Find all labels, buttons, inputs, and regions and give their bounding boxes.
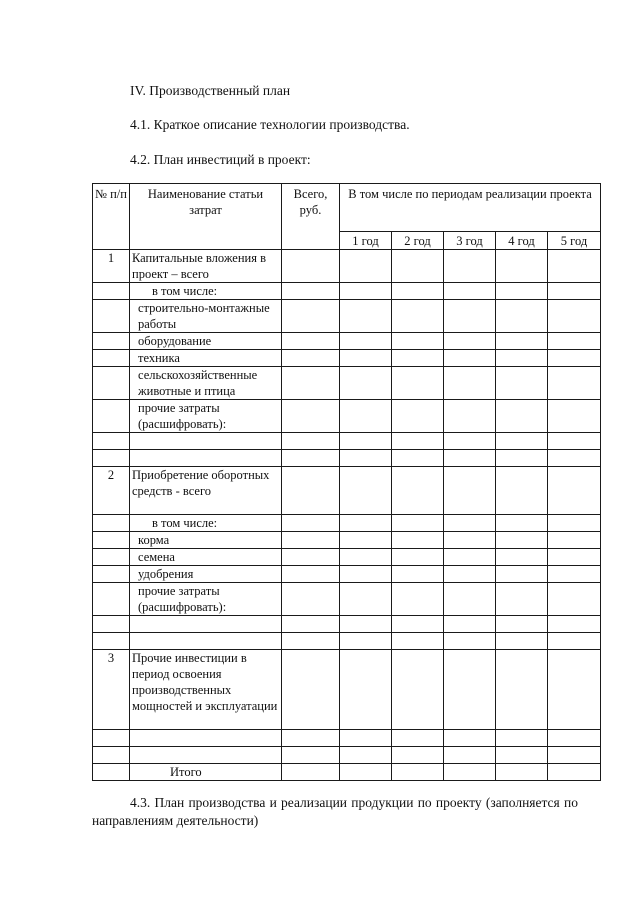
row-item-name: техника — [130, 350, 282, 367]
total-cell[interactable] — [282, 633, 340, 650]
year-cell[interactable] — [444, 250, 496, 283]
total-cell[interactable] — [282, 300, 340, 333]
row-number — [93, 730, 130, 747]
year-cell[interactable] — [548, 283, 601, 300]
total-cell[interactable] — [282, 616, 340, 633]
row-number — [93, 616, 130, 633]
year-cell[interactable] — [444, 450, 496, 467]
row-item-name: Капитальные вложения в проект – всего — [130, 250, 282, 283]
total-cell[interactable] — [282, 250, 340, 283]
year-cell[interactable] — [496, 250, 548, 283]
table-row — [93, 250, 601, 283]
total-cell[interactable] — [282, 433, 340, 450]
year-cell[interactable] — [392, 616, 444, 633]
year-cell[interactable] — [340, 250, 392, 283]
row-number — [93, 532, 130, 549]
table-row — [93, 433, 601, 450]
total-cell[interactable] — [282, 730, 340, 747]
row-item-name: прочие затраты (расшифровать): — [130, 400, 282, 433]
year-cell[interactable] — [548, 764, 601, 781]
year-cell[interactable] — [340, 283, 392, 300]
table-row — [93, 633, 601, 650]
row-item-name: семена — [130, 549, 282, 566]
year-cell[interactable] — [444, 515, 496, 532]
row-number — [93, 764, 130, 781]
year-cell[interactable] — [548, 250, 601, 283]
row-number — [93, 549, 130, 566]
year-cell[interactable] — [392, 467, 444, 515]
year-cell[interactable] — [340, 433, 392, 450]
year-cell[interactable] — [548, 515, 601, 532]
year-cell[interactable] — [496, 650, 548, 730]
row-item-name — [130, 450, 282, 467]
year-cell[interactable] — [548, 549, 601, 566]
year-cell[interactable] — [496, 400, 548, 433]
year-cell[interactable] — [392, 400, 444, 433]
row-item-name — [130, 616, 282, 633]
year-cell[interactable] — [444, 400, 496, 433]
year-cell[interactable] — [340, 566, 392, 583]
year-cell[interactable] — [496, 350, 548, 367]
year-cell[interactable] — [340, 300, 392, 333]
year-cell[interactable] — [496, 333, 548, 350]
year-cell[interactable] — [444, 549, 496, 566]
year-cell[interactable] — [444, 333, 496, 350]
table-row — [93, 300, 601, 333]
total-cell[interactable] — [282, 283, 340, 300]
year-cell[interactable] — [340, 549, 392, 566]
investment-plan-table — [92, 183, 601, 781]
year-cell[interactable] — [548, 450, 601, 467]
year-cell[interactable] — [392, 633, 444, 650]
year-cell[interactable] — [496, 633, 548, 650]
row-number — [93, 433, 130, 450]
row-number — [93, 300, 130, 333]
row-number — [93, 283, 130, 300]
year-cell[interactable] — [496, 730, 548, 747]
year-cell[interactable] — [548, 532, 601, 549]
year-cell[interactable] — [392, 747, 444, 764]
year-cell[interactable] — [496, 467, 548, 515]
year-cell[interactable] — [392, 764, 444, 781]
table-row — [93, 730, 601, 747]
year-cell[interactable] — [444, 532, 496, 549]
year-cell[interactable] — [496, 515, 548, 532]
row-number — [93, 515, 130, 532]
year-cell[interactable] — [548, 333, 601, 350]
year-cell[interactable] — [496, 549, 548, 566]
row-item-name: удобрения — [130, 566, 282, 583]
total-cell[interactable] — [282, 764, 340, 781]
row-item-name: в том числе: — [130, 515, 282, 532]
year-cell[interactable] — [444, 283, 496, 300]
year-cell[interactable] — [444, 467, 496, 515]
year-cell[interactable] — [548, 730, 601, 747]
row-number — [93, 400, 130, 433]
item-4-1: 4.1. Краткое описание технологии производства. — [130, 117, 410, 132]
year-cell[interactable] — [496, 433, 548, 450]
row-number: 2 — [93, 467, 130, 515]
year-cell[interactable] — [496, 764, 548, 781]
row-number — [93, 566, 130, 583]
year-cell[interactable] — [444, 650, 496, 730]
year-cell[interactable] — [392, 367, 444, 400]
year-cell[interactable] — [548, 300, 601, 333]
year-cell[interactable] — [392, 583, 444, 616]
year-cell[interactable] — [340, 764, 392, 781]
row-item-name: сельскохозяйственные животные и птица — [130, 367, 282, 400]
table-row — [93, 764, 601, 781]
header-year-3: 3 год — [444, 232, 496, 250]
year-cell[interactable] — [548, 650, 601, 730]
total-cell[interactable] — [282, 350, 340, 367]
year-cell[interactable] — [392, 350, 444, 367]
row-number — [93, 367, 130, 400]
year-cell[interactable] — [340, 616, 392, 633]
total-cell[interactable] — [282, 450, 340, 467]
year-cell[interactable] — [496, 367, 548, 400]
row-item-name: Итого — [130, 764, 282, 781]
row-item-name — [130, 633, 282, 650]
table-row — [93, 583, 601, 616]
table-row — [93, 532, 601, 549]
year-cell[interactable] — [340, 467, 392, 515]
year-cell[interactable] — [340, 633, 392, 650]
table-row — [93, 747, 601, 764]
year-cell[interactable] — [548, 433, 601, 450]
year-cell[interactable] — [496, 747, 548, 764]
year-cell[interactable] — [496, 300, 548, 333]
year-cell[interactable] — [340, 367, 392, 400]
year-cell[interactable] — [392, 450, 444, 467]
row-item-name: оборудование — [130, 333, 282, 350]
year-cell[interactable] — [444, 616, 496, 633]
table-row — [93, 566, 601, 583]
table-row — [93, 549, 601, 566]
year-cell[interactable] — [444, 350, 496, 367]
year-cell[interactable] — [392, 433, 444, 450]
year-cell[interactable] — [444, 747, 496, 764]
year-cell[interactable] — [496, 566, 548, 583]
table-row — [93, 333, 601, 350]
table-row — [93, 450, 601, 467]
header-year-5: 5 год — [548, 232, 601, 250]
item-4-2: 4.2. План инвестиций в проект: — [130, 152, 311, 167]
row-number — [93, 747, 130, 764]
year-cell[interactable] — [340, 333, 392, 350]
header-periods: В том числе по периодам реализации проекта — [340, 184, 601, 232]
year-cell[interactable] — [548, 566, 601, 583]
year-cell[interactable] — [340, 532, 392, 549]
year-cell[interactable] — [340, 450, 392, 467]
section-heading: IV. Производственный план — [130, 83, 291, 98]
year-cell[interactable] — [548, 350, 601, 367]
year-cell[interactable] — [496, 616, 548, 633]
row-number: 1 — [93, 250, 130, 283]
total-cell[interactable] — [282, 333, 340, 350]
year-cell[interactable] — [444, 367, 496, 400]
row-number — [93, 583, 130, 616]
year-cell[interactable] — [392, 549, 444, 566]
row-number — [93, 633, 130, 650]
year-cell[interactable] — [392, 333, 444, 350]
total-cell[interactable] — [282, 532, 340, 549]
total-cell[interactable] — [282, 367, 340, 400]
year-cell[interactable] — [392, 730, 444, 747]
year-cell[interactable] — [548, 747, 601, 764]
year-cell[interactable] — [392, 532, 444, 549]
table-row — [93, 400, 601, 433]
table-row — [93, 367, 601, 400]
year-cell[interactable] — [392, 300, 444, 333]
row-number: 3 — [93, 650, 130, 730]
year-cell[interactable] — [444, 730, 496, 747]
total-cell[interactable] — [282, 650, 340, 730]
total-cell[interactable] — [282, 566, 340, 583]
row-item-name: строительно-монтажные работы — [130, 300, 282, 333]
year-cell[interactable] — [444, 764, 496, 781]
year-cell[interactable] — [340, 583, 392, 616]
year-cell[interactable] — [392, 283, 444, 300]
header-name: Наименование статьи затрат — [130, 184, 282, 250]
year-cell[interactable] — [392, 566, 444, 583]
row-number — [93, 350, 130, 367]
year-cell[interactable] — [392, 250, 444, 283]
item-4-3: 4.3. План производства и реализации продукции по проекту (заполняется по направлениям деятельности) — [92, 795, 578, 828]
table-row — [93, 350, 601, 367]
header-year-4: 4 год — [496, 232, 548, 250]
year-cell[interactable] — [340, 747, 392, 764]
year-cell[interactable] — [548, 583, 601, 616]
year-cell[interactable] — [340, 650, 392, 730]
header-total: Всего, руб. — [282, 184, 340, 250]
header-num: № п/п — [93, 184, 130, 250]
year-cell[interactable] — [548, 616, 601, 633]
year-cell[interactable] — [444, 633, 496, 650]
row-number — [93, 450, 130, 467]
total-cell[interactable] — [282, 747, 340, 764]
year-cell[interactable] — [496, 283, 548, 300]
year-cell[interactable] — [392, 515, 444, 532]
table-row — [93, 650, 601, 730]
year-cell[interactable] — [496, 532, 548, 549]
header-year-2: 2 год — [392, 232, 444, 250]
year-cell[interactable] — [496, 583, 548, 616]
year-cell[interactable] — [444, 300, 496, 333]
table-row — [93, 467, 601, 515]
total-cell[interactable] — [282, 467, 340, 515]
year-cell[interactable] — [496, 450, 548, 467]
year-cell[interactable] — [340, 515, 392, 532]
year-cell[interactable] — [340, 730, 392, 747]
total-cell[interactable] — [282, 515, 340, 532]
row-item-name: Прочие инвестиции в период освоения производственных мощностей и эксплуатации — [130, 650, 282, 730]
table-row — [93, 283, 601, 300]
total-cell[interactable] — [282, 583, 340, 616]
row-item-name: прочие затраты (расшифровать): — [130, 583, 282, 616]
total-cell[interactable] — [282, 549, 340, 566]
row-item-name: в том числе: — [130, 283, 282, 300]
header-year-1: 1 год — [340, 232, 392, 250]
year-cell[interactable] — [444, 583, 496, 616]
row-item-name: корма — [130, 532, 282, 549]
row-number — [93, 333, 130, 350]
year-cell[interactable] — [548, 633, 601, 650]
year-cell[interactable] — [444, 566, 496, 583]
row-item-name: Приобретение оборотных средств - всего — [130, 467, 282, 515]
year-cell[interactable] — [392, 650, 444, 730]
year-cell[interactable] — [548, 467, 601, 515]
year-cell[interactable] — [340, 350, 392, 367]
table-row — [93, 515, 601, 532]
year-cell[interactable] — [340, 400, 392, 433]
year-cell[interactable] — [548, 367, 601, 400]
year-cell[interactable] — [548, 400, 601, 433]
total-cell[interactable] — [282, 400, 340, 433]
row-item-name — [130, 730, 282, 747]
year-cell[interactable] — [444, 433, 496, 450]
row-item-name — [130, 747, 282, 764]
row-item-name — [130, 433, 282, 450]
table-row — [93, 616, 601, 633]
